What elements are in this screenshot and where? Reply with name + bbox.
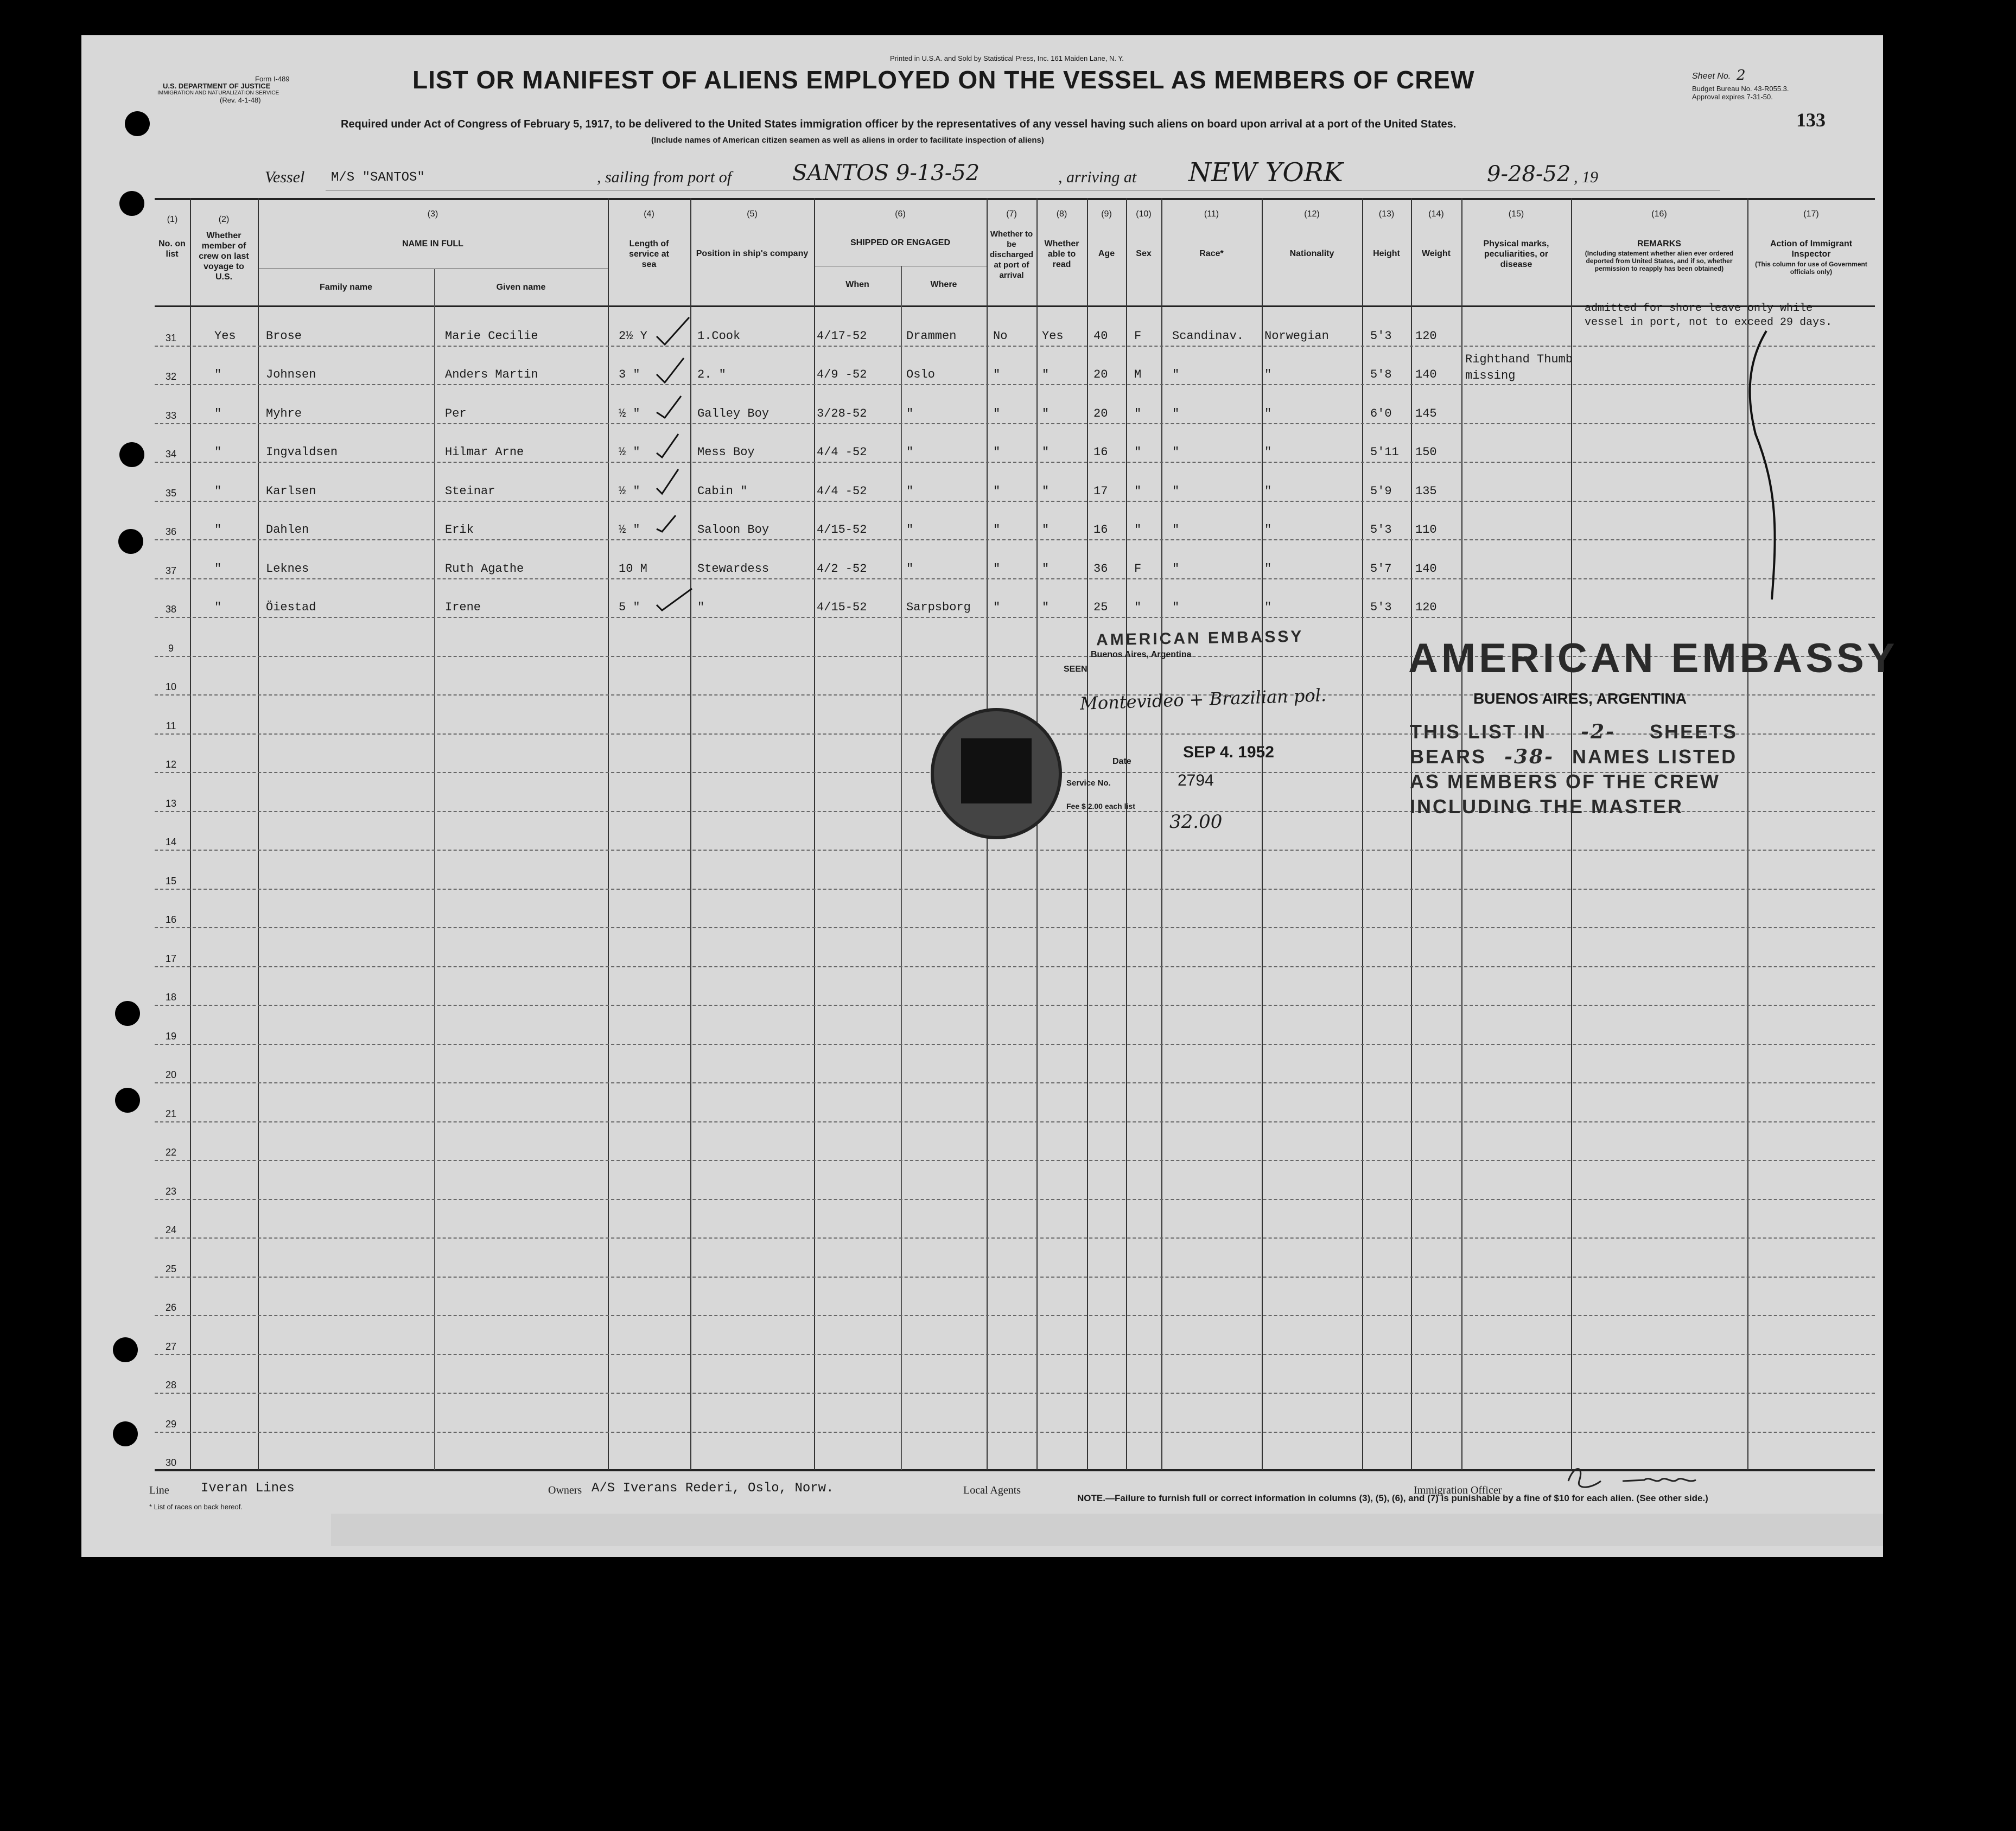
- vessel-name: M/S "SANTOS": [331, 170, 425, 185]
- list-names-count: -38-: [1504, 745, 1555, 768]
- cell-height: 5'8: [1370, 368, 1392, 381]
- cell-race: ": [1172, 406, 1180, 420]
- list-count-line1: [1410, 720, 1738, 743]
- row-number: 14: [165, 837, 177, 847]
- cell-read: Yes: [1042, 329, 1064, 343]
- list-count-line2: [1410, 745, 1737, 768]
- row-number: 17: [165, 953, 177, 964]
- cell-given: Erik: [445, 523, 474, 537]
- cell-where: ": [906, 484, 914, 498]
- col10-number: (10): [1136, 209, 1152, 219]
- cell-when: 4/4 -52: [817, 484, 867, 498]
- family-name-header: Family name: [320, 283, 372, 292]
- col12-header: Nationality: [1289, 249, 1334, 258]
- row-divider: [155, 1044, 1875, 1045]
- col-rule: [1126, 198, 1127, 1470]
- col8-number: (8): [1056, 209, 1067, 219]
- binder-hole: [113, 1337, 138, 1362]
- cell-height: 5'9: [1370, 484, 1392, 498]
- row-divider: [155, 1160, 1875, 1161]
- row-divider: [155, 1237, 1875, 1239]
- sheet-label: Sheet No.: [1692, 72, 1731, 81]
- binder-hole: [115, 1088, 140, 1113]
- cell-nationality: ": [1264, 406, 1272, 420]
- cell-service: ½ ": [619, 406, 640, 420]
- cell-age: 17: [1093, 484, 1108, 498]
- col9-number: (9): [1101, 209, 1112, 219]
- row-number: 20: [165, 1069, 177, 1080]
- row-divider: [155, 889, 1875, 890]
- cell-when: 4/9 -52: [817, 368, 867, 381]
- list-line2-text: BEARS: [1410, 745, 1487, 768]
- revision: (Rev. 4-1-48): [220, 96, 261, 104]
- binder-hole: [113, 1421, 138, 1446]
- col-rule: [814, 198, 815, 1470]
- cell-weight: 110: [1415, 523, 1437, 537]
- arrival-port: NEW YORK: [1188, 157, 1343, 188]
- row-divider: [155, 617, 1875, 618]
- row-divider: [155, 850, 1875, 851]
- cell-age: 16: [1093, 445, 1108, 459]
- footer-note: NOTE.—Failure to furnish full or correct information in columns (3), (5), (6), and (7) is punishable by a fine of $10 for each alien. (See other side.): [1077, 1493, 1708, 1503]
- col15-header: Physical marks, peculiarities, or disease: [1483, 239, 1549, 269]
- physical-marks: Righthand Thumb missing: [1465, 353, 1573, 382]
- cell-when: 4/15-52: [817, 601, 867, 614]
- cell-position: 1.Cook: [697, 329, 741, 343]
- cell-sex: ": [1134, 484, 1142, 498]
- cell-weight: 145: [1415, 406, 1437, 420]
- col7-number: (7): [1006, 209, 1017, 219]
- cell-nationality: ": [1264, 523, 1272, 537]
- row-divider: [155, 1354, 1875, 1355]
- fee-amount: 32.00: [1169, 811, 1223, 833]
- row-divider: [155, 423, 1875, 424]
- cell-age: 20: [1093, 368, 1108, 381]
- cell-given: Ruth Agathe: [445, 562, 524, 576]
- col5-header: Position in ship's company: [696, 249, 809, 258]
- cell-nationality: ": [1264, 484, 1272, 498]
- cell-prev: ": [214, 406, 222, 420]
- cell-given: Per: [445, 406, 467, 420]
- col4-header: Length of service at sea: [629, 239, 669, 269]
- cell-where: ": [906, 406, 914, 420]
- row-number: 16: [165, 914, 177, 925]
- row-number: 25: [165, 1263, 177, 1274]
- service-name: IMMIGRATION AND NATURALIZATION SERVICE: [157, 90, 279, 96]
- cell-prev: ": [214, 368, 222, 381]
- cell-when: 3/28-52: [817, 406, 867, 420]
- cell-weight: 150: [1415, 445, 1437, 459]
- cell-height: 5'3: [1370, 523, 1392, 537]
- row-divider: [155, 462, 1875, 463]
- cell-read: ": [1042, 562, 1050, 576]
- cell-service: 2½ Y: [619, 329, 647, 343]
- given-name-header: Given name: [496, 283, 546, 292]
- row-number: 18: [165, 992, 177, 1003]
- binder-hole: [119, 191, 144, 216]
- cell-nationality: ": [1264, 562, 1272, 576]
- line-value: Iveran Lines: [201, 1481, 295, 1496]
- cell-discharge: No: [993, 329, 1008, 343]
- officer-signature: [1563, 1459, 1726, 1497]
- col-rule: [1362, 198, 1363, 1470]
- service-number-label: Service No.: [1066, 779, 1111, 788]
- cell-when: 4/15-52: [817, 523, 867, 537]
- col14-header: Weight: [1421, 249, 1451, 258]
- form-number: Form I-489: [255, 75, 290, 83]
- immigration-officer-label: Immigration Officer: [1414, 1484, 1502, 1496]
- sheet-edge: [331, 1514, 1883, 1546]
- binder-hole: [118, 529, 143, 554]
- seen-label: SEEN: [1064, 665, 1088, 674]
- row-number: 24: [165, 1224, 177, 1235]
- col3-number: (3): [427, 209, 438, 219]
- col17-subheader: (This column for use of Government officials only): [1755, 260, 1867, 276]
- races-note: * List of races on back hereof.: [149, 1503, 243, 1511]
- cell-family: Brose: [266, 329, 302, 343]
- line-label: Line: [149, 1484, 169, 1496]
- arrival-date: 9-28-52: [1487, 162, 1571, 187]
- cell-race: ": [1172, 562, 1180, 576]
- cell-family: Leknes: [266, 562, 309, 576]
- cell-position: Galley Boy: [697, 406, 769, 420]
- row-divider: [155, 1277, 1875, 1278]
- cell-sex: ": [1134, 601, 1142, 614]
- row-divider: [155, 966, 1875, 967]
- cell-read: ": [1042, 445, 1050, 459]
- cell-discharge: ": [993, 445, 1001, 459]
- col16-number: (16): [1651, 209, 1667, 219]
- date-stamp: SEP 4. 1952: [1183, 743, 1274, 761]
- cell-where: ": [906, 562, 914, 576]
- row-number: 27: [165, 1341, 177, 1352]
- cell-age: 36: [1093, 562, 1108, 576]
- cell-nationality: ": [1264, 368, 1272, 381]
- cell-prev: ": [214, 601, 222, 614]
- cell-where: ": [906, 523, 914, 537]
- cell-where: Sarpsborg: [906, 601, 971, 614]
- col5-number: (5): [747, 209, 758, 219]
- include-note: (Include names of American citizen seamen as well as aliens in order to facilitate inspection of aliens): [651, 136, 1044, 145]
- sailing-port: SANTOS 9-13-52: [792, 161, 980, 186]
- year-label: , 19: [1574, 168, 1598, 186]
- required-statement: Required under Act of Congress of February 5, 1917, to be delivered to the United States immigration officer by the representatives of any vessel having such aliens on board upon arrival at a port of the United States.: [341, 118, 1457, 130]
- inspector-bracket: [1745, 326, 1794, 608]
- cell-family: Myhre: [266, 406, 302, 420]
- row-number: 35: [165, 487, 177, 499]
- cell-discharge: ": [993, 484, 1001, 498]
- cell-prev: ": [214, 562, 222, 576]
- cell-nationality: Norwegian: [1264, 329, 1329, 343]
- col11-number: (11): [1204, 209, 1219, 219]
- list-sheets-count: -2-: [1581, 720, 1616, 743]
- cell-age: 40: [1093, 329, 1108, 343]
- cell-sex: ": [1134, 445, 1142, 459]
- row-number: 36: [165, 526, 177, 537]
- col1-number: (1): [167, 215, 178, 224]
- row-number: 23: [165, 1185, 177, 1197]
- row-divider: [155, 346, 1875, 347]
- row-divider: [155, 927, 1875, 928]
- cell-family: Öiestad: [266, 601, 316, 614]
- embassy-stamp-small-city: Buenos Aires, Argentina: [1091, 650, 1192, 659]
- cell-read: ": [1042, 368, 1050, 381]
- col-rule: [1411, 198, 1412, 1470]
- row-number: 38: [165, 604, 177, 615]
- page-number: 133: [1796, 109, 1826, 131]
- cell-when: 4/2 -52: [817, 562, 867, 576]
- col-rule: [608, 198, 609, 1470]
- check-marks: [646, 307, 733, 632]
- cell-discharge: ": [993, 523, 1001, 537]
- row-number: 37: [165, 565, 177, 576]
- col16-subheader: (Including statement whether alien ever ordered deported from United States, and if so, whether permission to reapply has been obtained): [1585, 250, 1734, 272]
- row-number: 29: [165, 1418, 177, 1430]
- cell-discharge: ": [993, 562, 1001, 576]
- cell-race: ": [1172, 523, 1180, 537]
- date-label: Date: [1112, 757, 1131, 766]
- revenue-stamp: [961, 738, 1032, 803]
- col11-header: Race*: [1199, 249, 1224, 258]
- row-divider: [155, 501, 1875, 502]
- cell-height: 5'7: [1370, 562, 1392, 576]
- cell-weight: 140: [1415, 368, 1437, 381]
- cell-family: Karlsen: [266, 484, 316, 498]
- cell-when: 4/4 -52: [817, 445, 867, 459]
- cell-discharge: ": [993, 601, 1001, 614]
- col2-header: Whether member of crew on last voyage to U.S.: [199, 231, 249, 282]
- cell-height: 6'0: [1370, 406, 1392, 420]
- handwritten-note: Montevideo + Brazilian pol.: [1079, 685, 1327, 714]
- col-rule: [1036, 198, 1038, 1470]
- col12-number: (12): [1304, 209, 1320, 219]
- cell-sex: F: [1134, 329, 1142, 343]
- cell-sex: M: [1134, 368, 1142, 381]
- col-rule: [1461, 198, 1462, 1470]
- cell-service: ½ ": [619, 484, 640, 498]
- cell-height: 5'3: [1370, 601, 1392, 614]
- cell-nationality: ": [1264, 601, 1272, 614]
- cell-family: Dahlen: [266, 523, 309, 537]
- cell-given: Irene: [445, 601, 481, 614]
- col-rule: [434, 269, 435, 1470]
- budget-bureau: Budget Bureau No. 43-R055.3.: [1692, 85, 1789, 93]
- page-title: LIST OR MANIFEST OF ALIENS EMPLOYED ON THE VESSEL AS MEMBERS OF CREW: [412, 66, 1475, 94]
- vessel-label: Vessel: [265, 168, 305, 186]
- cell-position: Mess Boy: [697, 445, 755, 459]
- col-rule: [1161, 198, 1162, 1470]
- row-number: 11: [166, 720, 176, 731]
- cell-race: ": [1172, 601, 1180, 614]
- cell-prev: ": [214, 445, 222, 459]
- cell-given: Hilmar Arne: [445, 445, 524, 459]
- consular-seal: [931, 708, 1062, 839]
- col7-header: Whether to be discharged at port of arrival: [989, 229, 1034, 280]
- remarks-shore-leave: admitted for shore leave only while vessel in port, not to exceed 29 days.: [1585, 302, 1833, 329]
- list-line1-text: THIS LIST IN: [1410, 720, 1547, 743]
- col-rule: [1087, 198, 1088, 1470]
- service-number: 2794: [1178, 771, 1214, 789]
- binder-hole: [115, 1001, 140, 1026]
- col16-header: REMARKS: [1637, 239, 1681, 248]
- cell-race: ": [1172, 484, 1180, 498]
- cell-where: Drammen: [906, 329, 957, 343]
- binder-hole: [119, 442, 144, 467]
- row-number: 12: [165, 759, 177, 770]
- col-rule: [1571, 198, 1572, 1470]
- arriving-label: , arriving at: [1058, 168, 1137, 186]
- row-number: 28: [165, 1380, 177, 1390]
- cell-service: 5 ": [619, 601, 640, 614]
- cell-position: Saloon Boy: [697, 523, 769, 537]
- cell-sex: ": [1134, 406, 1142, 420]
- cell-race: ": [1172, 368, 1180, 381]
- col14-number: (14): [1428, 209, 1444, 219]
- col13-header: Height: [1373, 249, 1400, 258]
- cell-where: ": [906, 445, 914, 459]
- cell-prev: ": [214, 523, 222, 537]
- row-divider: [155, 1199, 1875, 1200]
- list-count-line4: INCLUDING THE MASTER: [1410, 795, 1683, 818]
- cell-given: Anders Martin: [445, 368, 538, 381]
- cell-sex: ": [1134, 523, 1142, 537]
- row-number: 22: [165, 1147, 177, 1158]
- row-number: 15: [165, 875, 177, 886]
- col3-header: NAME IN FULL: [402, 239, 463, 248]
- cell-read: ": [1042, 523, 1050, 537]
- sailing-label: , sailing from port of: [597, 168, 732, 186]
- row-divider: [155, 1005, 1875, 1006]
- row-divider: [155, 1082, 1875, 1083]
- cell-read: ": [1042, 601, 1050, 614]
- cell-weight: 120: [1415, 329, 1437, 343]
- cell-weight: 140: [1415, 562, 1437, 576]
- row-number: 9: [168, 642, 174, 654]
- row-number: 10: [165, 681, 177, 692]
- list-line1-tail: SHEETS: [1649, 720, 1738, 743]
- cell-weight: 135: [1415, 484, 1437, 498]
- row-number: 30: [165, 1457, 177, 1468]
- cell-position: 2. ": [697, 368, 726, 381]
- cell-service: 10 M: [619, 562, 647, 576]
- cell-given: Marie Cecilie: [445, 329, 538, 343]
- row-divider: [155, 1393, 1875, 1394]
- cell-position: Cabin ": [697, 484, 748, 498]
- cell-when: 4/17-52: [817, 329, 867, 343]
- col-rule: [1262, 198, 1263, 1470]
- col-rule: [190, 198, 191, 1470]
- row-number: 26: [165, 1302, 177, 1313]
- cell-family: Johnsen: [266, 368, 316, 381]
- row-divider: [155, 578, 1875, 579]
- table-top-rule: [155, 198, 1875, 200]
- col-rule: [901, 266, 902, 1470]
- col8-header: Whether able to read: [1044, 239, 1079, 269]
- col6-number: (6): [895, 209, 906, 219]
- cell-family: Ingvaldsen: [266, 445, 338, 459]
- list-count-line3: AS MEMBERS OF THE CREW: [1410, 770, 1721, 793]
- cell-where: Oslo: [906, 368, 935, 381]
- sheet-number: 2: [1737, 67, 1746, 84]
- binder-hole: [125, 111, 150, 136]
- cell-nationality: ": [1264, 445, 1272, 459]
- cell-race: Scandinav.: [1172, 329, 1244, 343]
- row-divider: [155, 539, 1875, 540]
- col15-number: (15): [1508, 209, 1524, 219]
- where-header: Where: [930, 280, 957, 289]
- cell-service: ½ ": [619, 523, 640, 537]
- row-divider: [155, 1432, 1875, 1433]
- cell-service: 3 ": [619, 368, 640, 381]
- col9-header: Age: [1098, 249, 1115, 258]
- col4-number: (4): [644, 209, 654, 219]
- local-agents-label: Local Agents: [963, 1484, 1021, 1496]
- embassy-stamp-large: AMERICAN EMBASSY: [1408, 635, 1898, 681]
- owners-value: A/S Iverans Rederi, Oslo, Norw.: [592, 1481, 834, 1496]
- row-number: 31: [165, 332, 177, 343]
- cell-race: ": [1172, 445, 1180, 459]
- cell-height: 5'3: [1370, 329, 1392, 343]
- printer-line: Printed in U.S.A. and Sold by Statistical Press, Inc. 161 Maiden Lane, N. Y.: [890, 54, 1124, 62]
- row-divider: [155, 1121, 1875, 1122]
- row-divider: [155, 384, 1875, 385]
- cell-age: 16: [1093, 523, 1108, 537]
- row-divider: [155, 1315, 1875, 1316]
- cell-sex: F: [1134, 562, 1142, 576]
- row-number: 34: [165, 449, 177, 460]
- embassy-stamp-large-city: BUENOS AIRES, ARGENTINA: [1473, 690, 1687, 707]
- cell-weight: 120: [1415, 601, 1437, 614]
- row-number: 19: [165, 1030, 177, 1042]
- cell-read: ": [1042, 484, 1050, 498]
- cell-service: ½ ": [619, 445, 640, 459]
- approval-expiry: Approval expires 7-31-50.: [1692, 93, 1773, 101]
- col17-header: Action of Immigrant Inspector: [1770, 239, 1853, 259]
- cell-height: 5'11: [1370, 445, 1399, 459]
- cell-discharge: ": [993, 368, 1001, 381]
- row-number: 32: [165, 371, 177, 382]
- cell-position: ": [697, 601, 705, 614]
- col10-header: Sex: [1136, 249, 1152, 258]
- col2-number: (2): [218, 215, 230, 224]
- department: U.S. DEPARTMENT OF JUSTICE: [163, 82, 271, 90]
- col6-header: SHIPPED OR ENGAGED: [850, 238, 951, 247]
- row-number: 21: [165, 1108, 177, 1119]
- cell-prev: ": [214, 484, 222, 498]
- row-number: 33: [165, 410, 177, 421]
- col1-header: No. on list: [158, 239, 186, 259]
- cell-discharge: ": [993, 406, 1001, 420]
- list-line2-tail: NAMES LISTED: [1572, 745, 1738, 768]
- cell-read: ": [1042, 406, 1050, 420]
- owners-label: Owners: [548, 1484, 582, 1496]
- row-number: 13: [165, 798, 177, 809]
- col-rule: [258, 198, 259, 1470]
- cell-age: 20: [1093, 406, 1108, 420]
- embassy-stamp-small: AMERICAN EMBASSY: [1096, 627, 1304, 649]
- col13-number: (13): [1378, 209, 1395, 219]
- cell-age: 25: [1093, 601, 1108, 614]
- col17-number: (17): [1803, 209, 1819, 219]
- cell-position: Stewardess: [697, 562, 769, 576]
- when-header: When: [845, 280, 869, 289]
- cell-prev: Yes: [214, 329, 236, 343]
- fee-label: Fee $ 2.00 each list: [1066, 802, 1135, 811]
- cell-given: Steinar: [445, 484, 495, 498]
